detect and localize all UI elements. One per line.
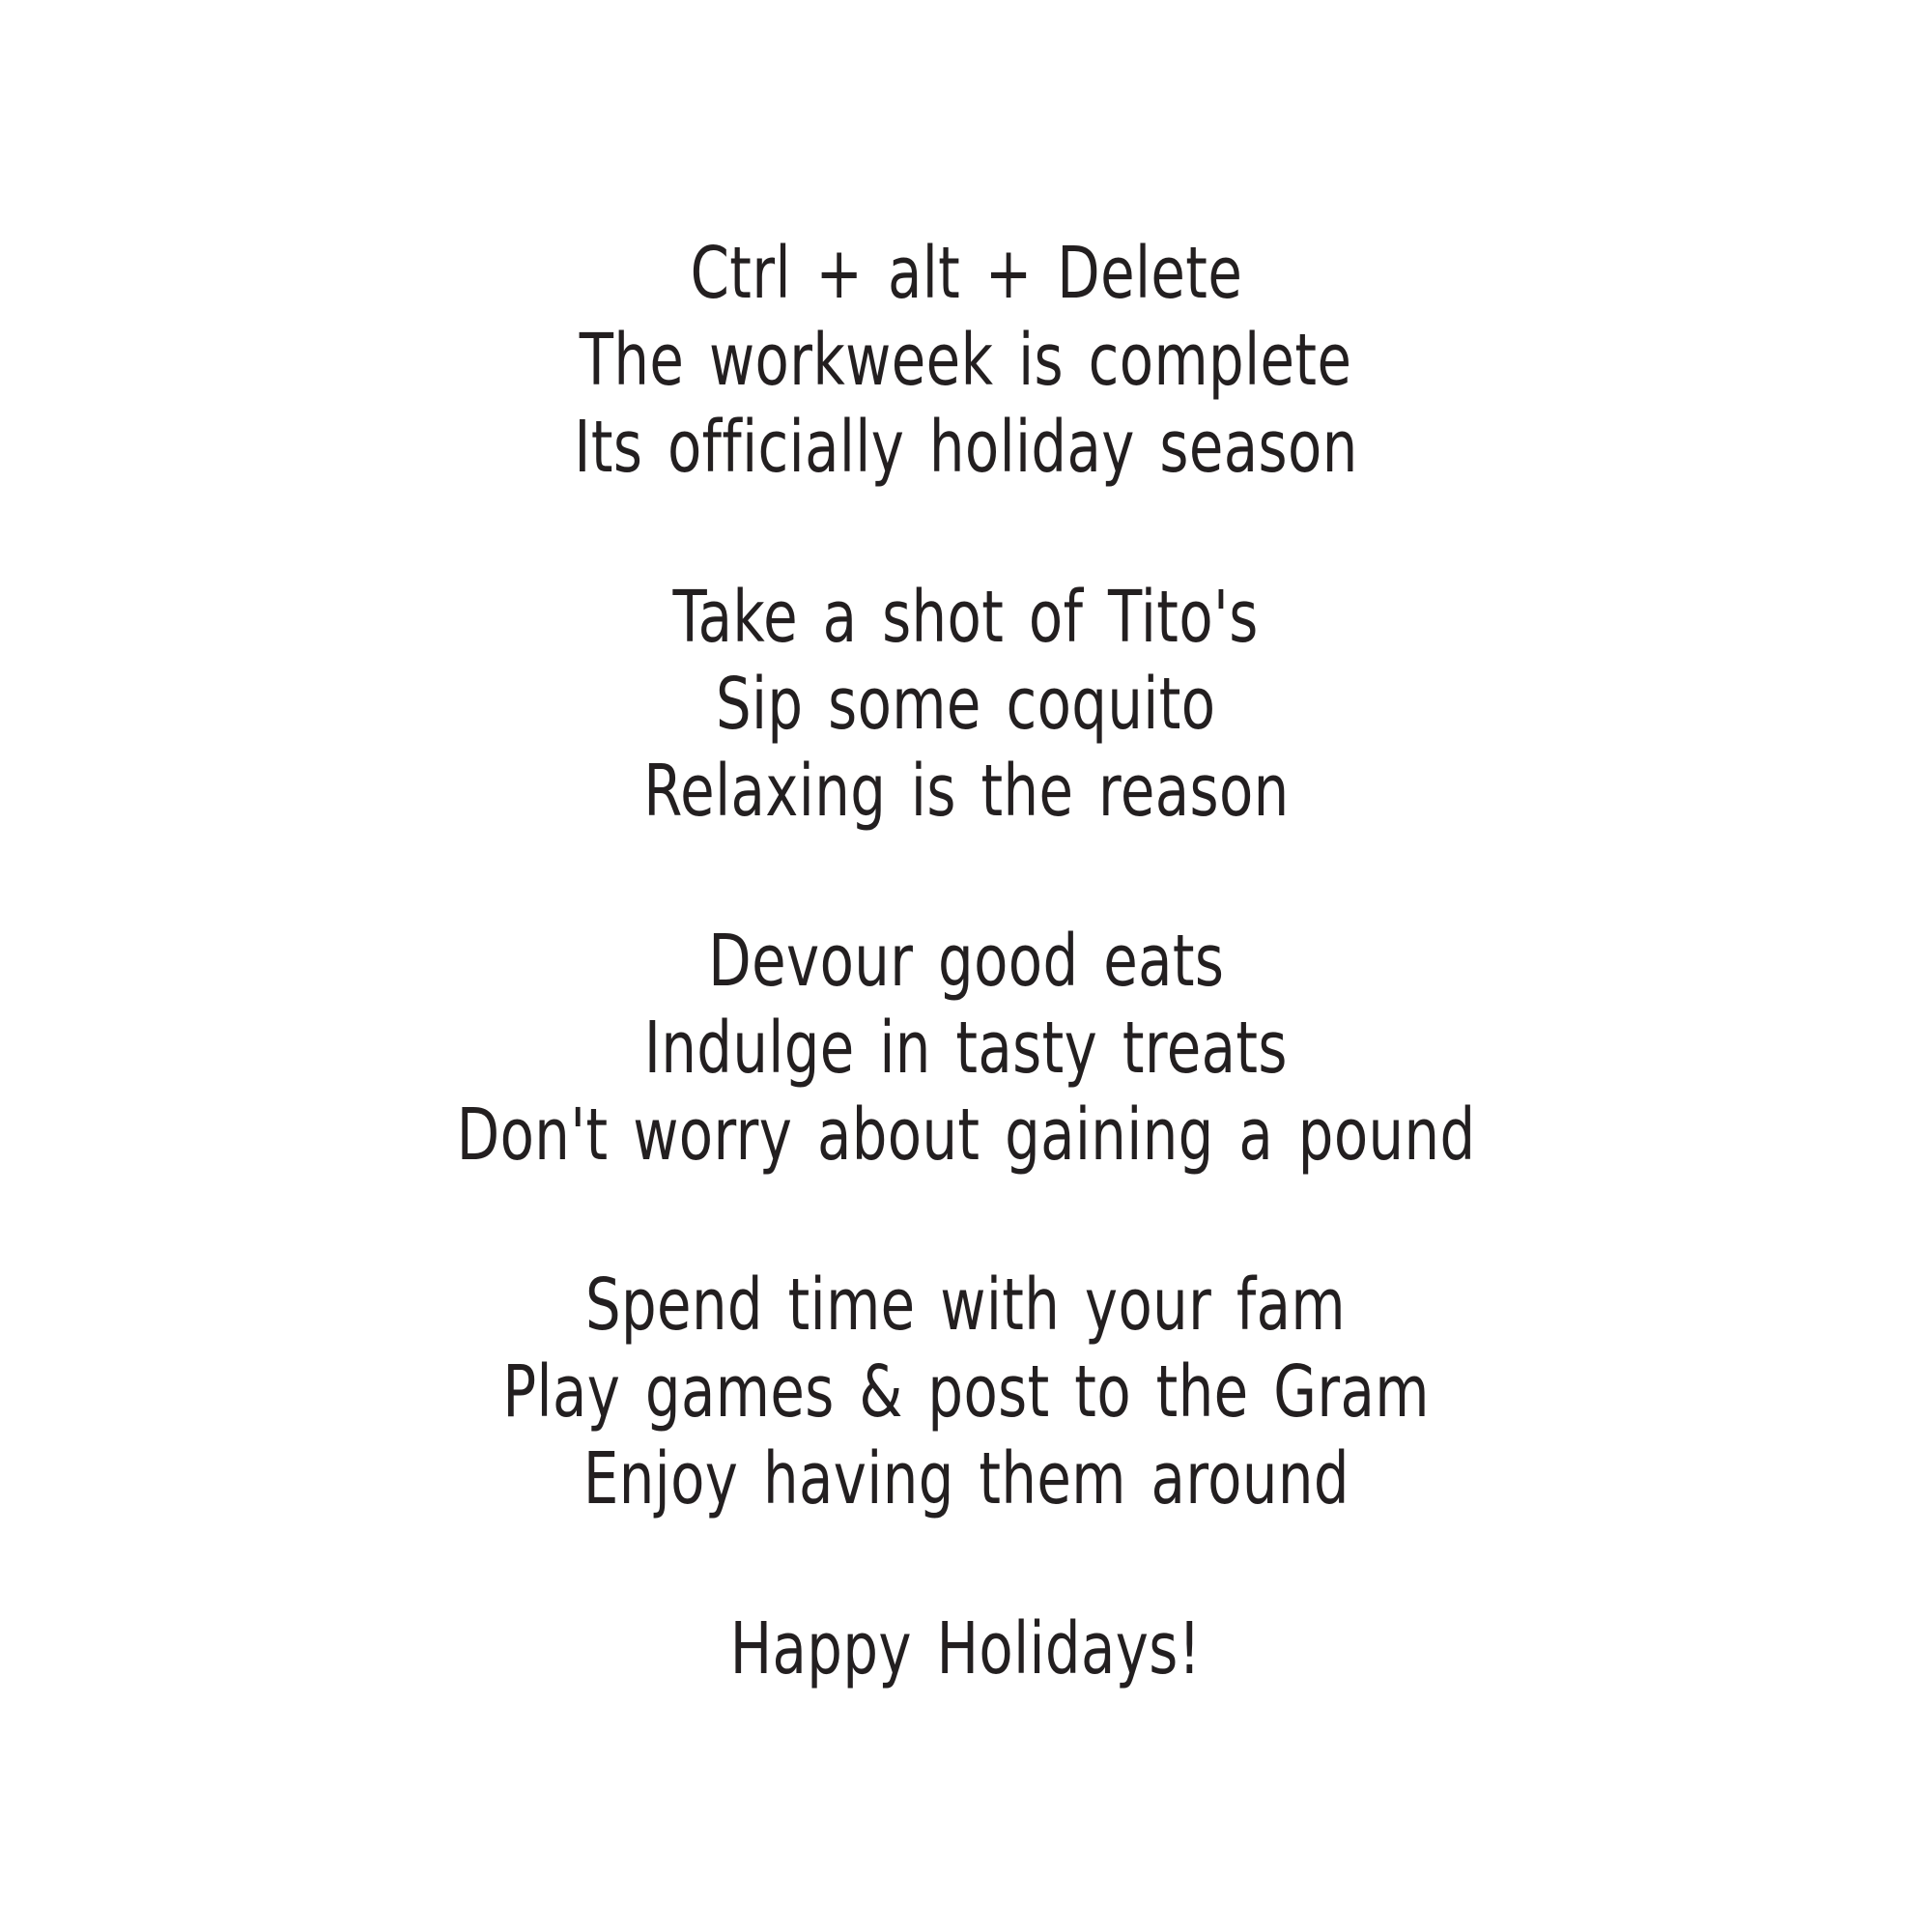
poem-line-text: Play games & post to the Gram <box>502 1350 1430 1434</box>
poem-line-text: The workweek is complete <box>580 319 1352 402</box>
poem-line <box>0 1005 1932 1092</box>
poem-line-text: Spend time with your fam <box>585 1264 1347 1347</box>
poem-line <box>0 661 1932 748</box>
poem-line-text: Relaxing is the reason <box>642 750 1290 833</box>
poem-line-text: Enjoy having them around <box>582 1437 1350 1520</box>
poem-closing-line <box>0 1605 1932 1692</box>
poem-stanza-3 <box>0 918 1932 1179</box>
poem-line <box>0 748 1932 835</box>
poem-card <box>0 230 1932 1692</box>
poem-line-text: Take a shot of Tito's <box>672 576 1260 659</box>
poem-line <box>0 918 1932 1005</box>
poem-line-text: Indulge in tasty treats <box>644 1007 1288 1090</box>
poem-line-text: Sip some coquito <box>716 663 1216 746</box>
poem-line <box>0 1092 1932 1179</box>
poem-line-text: Ctrl + alt + Delete <box>690 232 1242 315</box>
poem-line-text: Its officially holiday season <box>574 406 1358 489</box>
poem-line <box>0 404 1932 491</box>
poem-stanza-4 <box>0 1262 1932 1522</box>
poem-line <box>0 574 1932 661</box>
poem-line <box>0 230 1932 317</box>
poem-line <box>0 1262 1932 1349</box>
poem-line-text: Don't worry about gaining a pound <box>456 1094 1476 1177</box>
poem-line <box>0 317 1932 404</box>
poem-line <box>0 1349 1932 1435</box>
poem-closing-text: Happy Holidays! <box>730 1607 1202 1690</box>
poem-stanza-2 <box>0 574 1932 835</box>
poem-line <box>0 1435 1932 1522</box>
poem-stanza-1 <box>0 230 1932 491</box>
poem-line-text: Devour good eats <box>707 920 1225 1003</box>
